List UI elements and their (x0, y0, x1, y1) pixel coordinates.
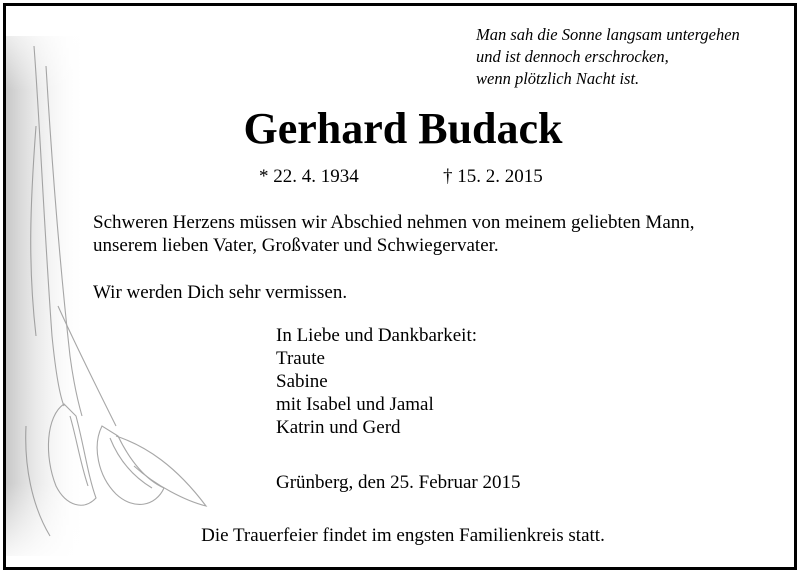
poem-line: Man sah die Sonne langsam untergehen (476, 25, 740, 44)
mourners-list (276, 324, 477, 439)
farewell-line: unserem lieben Vater, Großvater und Schwiegervater. (93, 235, 499, 256)
mourners-intro: In Liebe und Dankbarkeit: (276, 325, 478, 346)
farewell-paragraph (93, 211, 695, 257)
death-date: † 15. 2. 2015 (443, 166, 543, 187)
miss-you-text: Wir werden Dich sehr vermissen. (93, 282, 348, 303)
poem-line: und ist dennoch erschrocken, (476, 47, 669, 66)
birth-date: * 22. 4. 1934 (259, 166, 359, 187)
poem-line: wenn plötzlich Nacht ist. (476, 69, 640, 88)
mourner-name: mit Isabel und Jamal (276, 394, 434, 415)
mourner-name: Katrin und Gerd (276, 417, 401, 438)
farewell-line: Schweren Herzens müssen wir Abschied nehmen von meinem geliebten Mann, (93, 212, 695, 233)
place-date: Grünberg, den 25. Februar 2015 (276, 472, 521, 493)
poem (476, 24, 740, 90)
obituary-notice (3, 3, 797, 570)
mourner-name: Traute (276, 348, 325, 369)
funeral-note: Die Trauerfeier findet im engsten Familienkreis statt. (201, 525, 605, 546)
mourner-name: Sabine (276, 371, 328, 392)
deceased-name: Gerhard Budack (243, 104, 563, 153)
